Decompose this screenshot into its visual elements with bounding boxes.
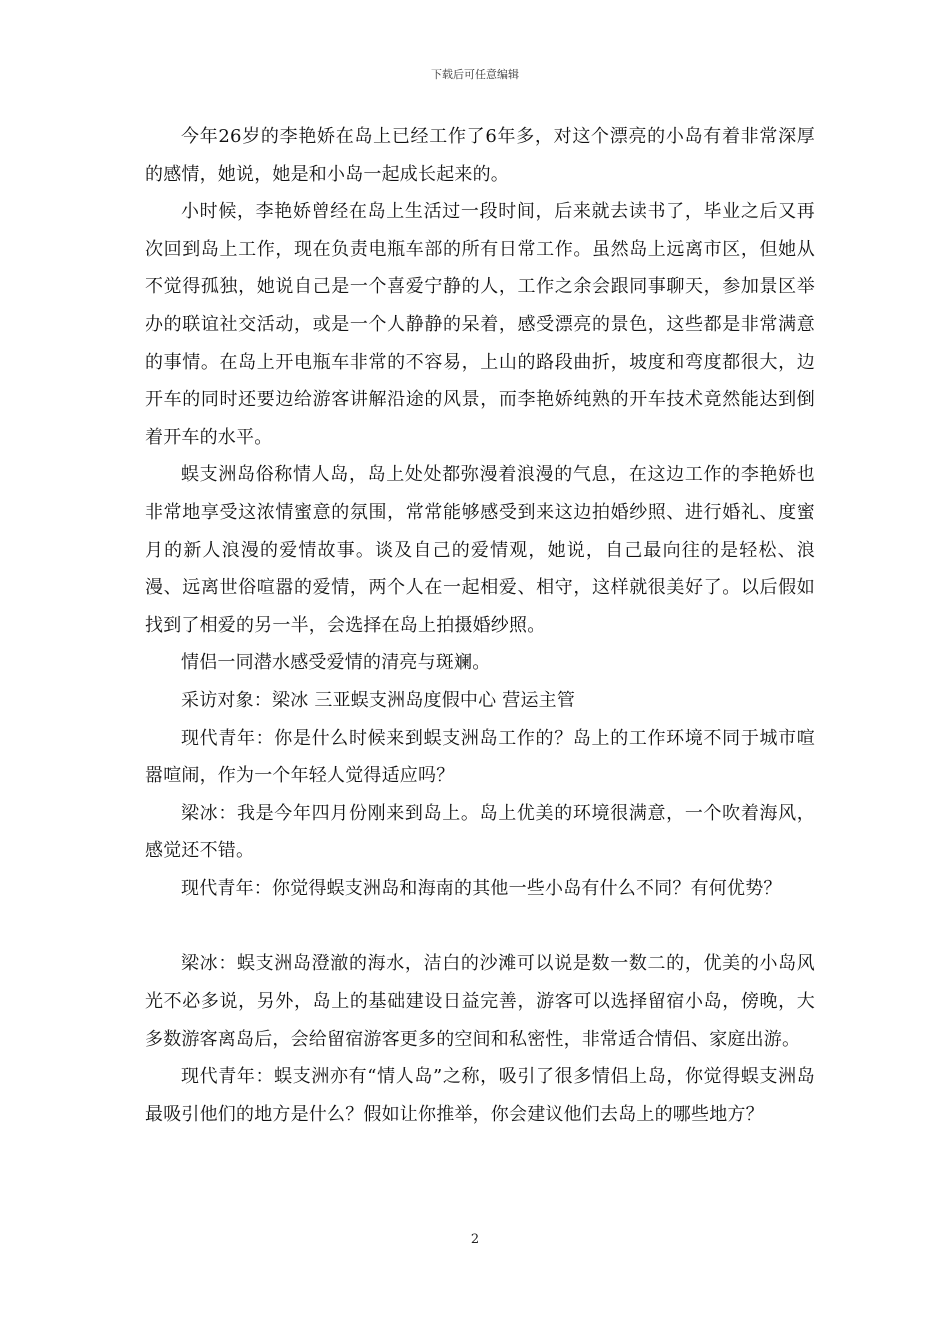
paragraph: 蜈支洲岛俗称情人岛，岛上处处都弥漫着浪漫的气息，在这边工作的李艳娇也非常地享受这浓情蜜意的氛围，常常能够感受到来这边拍婚纱照、进行婚礼、度蜜月的新人浪漫的爱情故事。谈及自己的爱情观，她说，自己最向往的是轻松、浪漫、远离世俗喧嚣的爱情，两个人在一起相爱、相守，这样就很美好了。以后假如找到了相爱的另一半，会选择在岛上拍摄婚纱照。 [145, 464, 815, 636]
paragraph: 今年26岁的李艳娇在岛上已经工作了6年多，对这个漂亮的小岛有着非常深厚的感情，她说，她是和小岛一起成长起来的。 [145, 126, 815, 185]
paragraph: 现代青年：你是什么时候来到蜈支洲岛工作的？岛上的工作环境不同于城市喧嚣喧闹，作为一个年轻人觉得适应吗？ [145, 727, 815, 787]
paragraph: 梁冰：蜈支洲岛澄澈的海水，洁白的沙滩可以说是数一数二的，优美的小岛风光不必多说，另外，岛上的基础建设日益完善，游客可以选择留宿小岛，傍晚，大多数游客离岛后，会给留宿游客更多的空间和私密性，非常适合情侣、家庭出游。 [145, 953, 815, 1050]
paragraph: 现代青年：你觉得蜈支洲岛和海南的其他一些小岛有什么不同？有何优势？ [181, 877, 782, 899]
paragraph: 采访对象：梁冰 三亚蜈支洲岛度假中心 营运主管 [181, 689, 576, 711]
page-number: 2 [470, 1232, 480, 1247]
document-body [145, 118, 815, 1133]
blank-line [145, 907, 815, 945]
paragraph: 梁冰：我是今年四月份刚来到岛上。岛上优美的环境很满意，一个吹着海风，感觉还不错。 [145, 802, 815, 862]
paragraph: 小时候，李艳娇曾经在岛上生活过一段时间，后来就去读书了，毕业之后又再次回到岛上工作，现在负责电瓶车部的所有日常工作。虽然岛上远离市区，但她从不觉得孤独，她说自己是一个喜爱宁静的人，工作之余会跟同事聊天，参加景区举办的联谊社交活动，或是一个人静静的呆着，感受漂亮的景色，这些都是非常满意的事情。在岛上开电瓶车非常的不容易，上山的路段曲折，坡度和弯度都很大，边开车的同时还要边给游客讲解沿途的风景，而李艳娇纯熟的开车技术竟然能达到倒着开车的水平。 [145, 201, 815, 448]
paragraph: 现代青年：蜈支洲亦有“情人岛”之称，吸引了很多情侣上岛，你觉得蜈支洲岛最吸引他们的地方是什么？假如让你推举，你会建议他们去岛上的哪些地方？ [145, 1066, 815, 1125]
page-header-note: 下载后可任意编辑 [431, 68, 519, 81]
paragraph: 情侣一同潜水感受爱情的清亮与斑斓。 [181, 652, 491, 674]
